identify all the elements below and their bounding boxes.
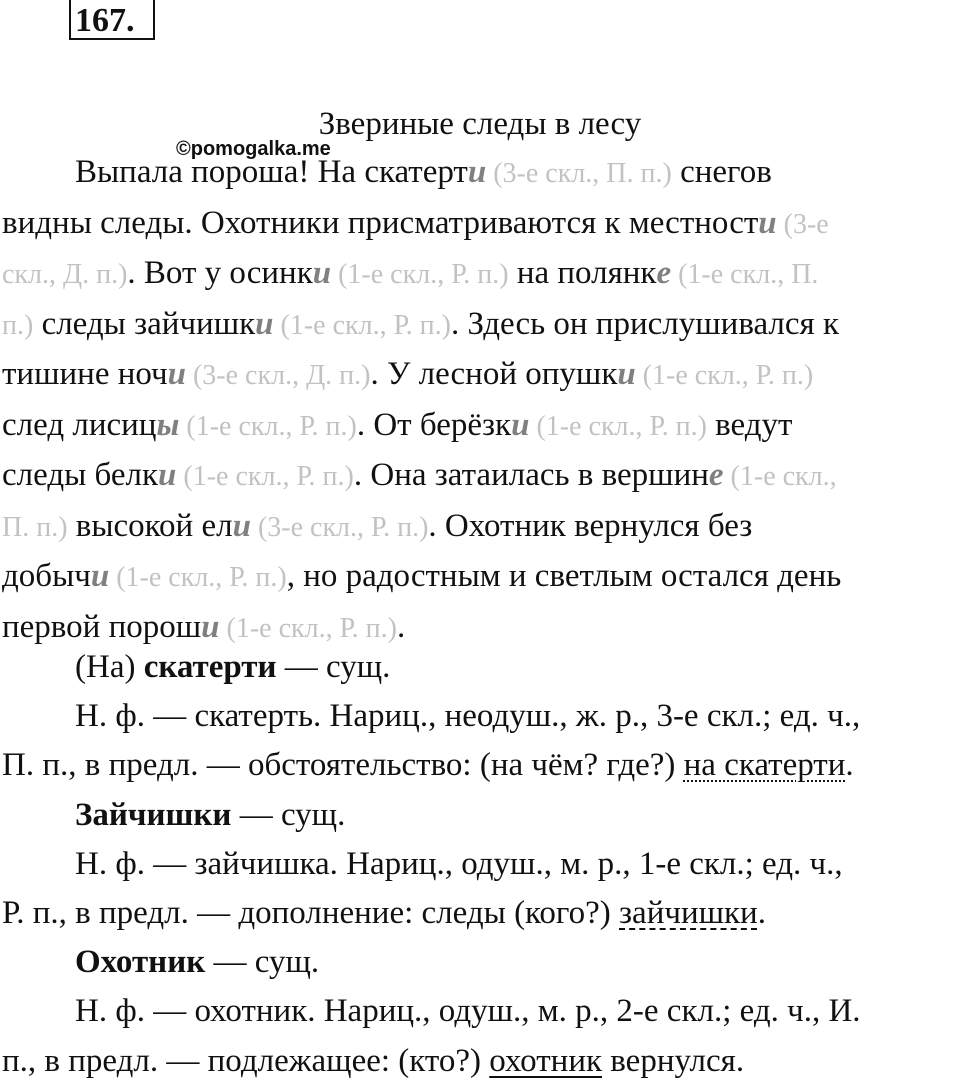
analysis-line [75,790,958,840]
declension-note: (3-е скл., Д. п.) [185,360,371,391]
ending-letter: и [167,356,186,392]
underlined-part: зайчишки [619,895,758,931]
text-segment: первой порош [2,608,202,645]
text-segment: Р. п., в предл. — дополнение: следы (кого?) [2,895,620,931]
text-segment: Н. ф. — скатерть. Нариц., неодуш., ж. р., 3-е скл.; ед. ч., [75,698,861,735]
text-segment: . Вот у осинк [127,255,313,291]
bold-word: Охотник [75,944,206,981]
analysis-line [75,642,958,692]
declension-note: (1-е скл., Р. п.) [635,360,814,391]
text-segment: Выпала пороша! На скатерт [75,154,468,190]
story-line [2,248,958,298]
analysis-line [2,1036,958,1086]
text-segment: . Охотник вернулся без [428,507,753,544]
bold-word: скатерти [143,649,277,685]
text-title: Звериные следы в лесу [318,106,642,142]
underlined-part: на скатерти [683,747,846,784]
text-segment: ведут [706,406,793,443]
declension-note: (1-е скл., Р. п.) [109,562,287,593]
ending-letter: и [312,255,332,291]
text-segment: следы зайчишк [33,305,256,342]
story-line [2,299,958,349]
ending-letter: и [232,507,251,544]
declension-note: п.) [2,309,34,341]
analysis-line [75,691,958,741]
ending-letter: и [201,608,220,645]
text-segment: Н. ф. — охотник. Нариц., одуш., м. р., 2-е скл.; ед. ч., И. [75,993,861,1030]
text-segment: . [757,895,766,931]
analysis-line [75,839,958,889]
text-segment: . Она затаилась в вершин [353,457,709,493]
declension-note: (1-е скл., Р. п.) [176,461,354,492]
text-segment: добыч [2,558,91,594]
declension-note: (1-е скл., Р. п.) [331,259,509,290]
ending-letter: и [511,406,530,443]
story-line [75,147,958,197]
ending-letter: и [617,356,636,392]
declension-note: (1-е скл., [723,461,837,492]
text-segment: снегов [671,154,772,190]
text-segment: на полянк [508,255,657,291]
ending-letter: и [158,457,177,493]
text-segment: вернулся. [602,1042,745,1079]
declension-note: (3-е скл., П. п.) [486,158,672,189]
declension-note: (1-е скл., Р. п.) [273,309,451,341]
ending-letter: и [758,204,777,241]
declension-note: (3-е скл., Р. п.) [250,511,429,543]
declension-note: П. п.) [2,511,68,543]
declension-note: скл., Д. п.) [2,259,128,290]
text-segment: , но радостным и светлым остался день [286,558,842,594]
text-segment: — сущ. [205,944,320,981]
text-segment: следы белк [2,457,159,493]
text-segment: высокой ел [67,507,233,544]
text-segment: Н. ф. — зайчишка. Нариц., одуш., м. р., 1-е скл.; ед. ч., [75,845,843,882]
analysis-line [2,740,958,790]
analysis-line [75,986,958,1036]
ending-letter: и [90,558,110,594]
text-segment: тишине ноч [2,356,168,392]
text-segment: П. п., в предл. — обстоятельство: (на чём? где?) [2,747,684,784]
analysis-line [2,888,958,938]
exercise-number: 167. [75,2,135,39]
analysis-line [75,937,958,987]
bold-word: Зайчишки [75,796,232,833]
declension-note: (1-е скл., Р. п.) [219,612,397,644]
story-line [2,501,958,551]
text-segment: след лисиц [2,406,157,443]
underlined-part: охотник [489,1042,603,1079]
declension-note: (1-е скл., Р. п.) [179,410,357,442]
text-segment: . У лесной опушк [370,356,618,392]
declension-note: (1-е скл., П. [671,259,819,290]
text-segment: . [845,747,854,784]
ending-letter: е [656,255,672,291]
text-segment: . От берёзк [356,406,512,443]
ending-letter: ы [156,406,180,443]
text-segment: видны следы. Охотники присматриваются к местност [2,204,759,241]
story-line [2,400,958,450]
ending-letter: и [467,154,487,190]
text-segment: . Здесь он прислушивался к [450,305,839,342]
ending-letter: и [255,305,274,342]
watermark: ©pomogalka.me [176,138,331,160]
text-segment: — сущ. [276,649,391,685]
text-segment: — сущ. [231,796,346,833]
declension-note: (1-е скл., Р. п.) [529,410,707,442]
story-line [2,551,958,601]
story-line [2,198,958,248]
story-line [2,349,958,399]
text-segment: (На) [75,649,144,685]
story-line [2,450,958,500]
text-segment: . [396,608,406,645]
text-segment: п., в предл. — подлежащее: (кто?) [2,1042,490,1079]
ending-letter: е [708,457,724,493]
declension-note: (3-е [776,208,829,240]
